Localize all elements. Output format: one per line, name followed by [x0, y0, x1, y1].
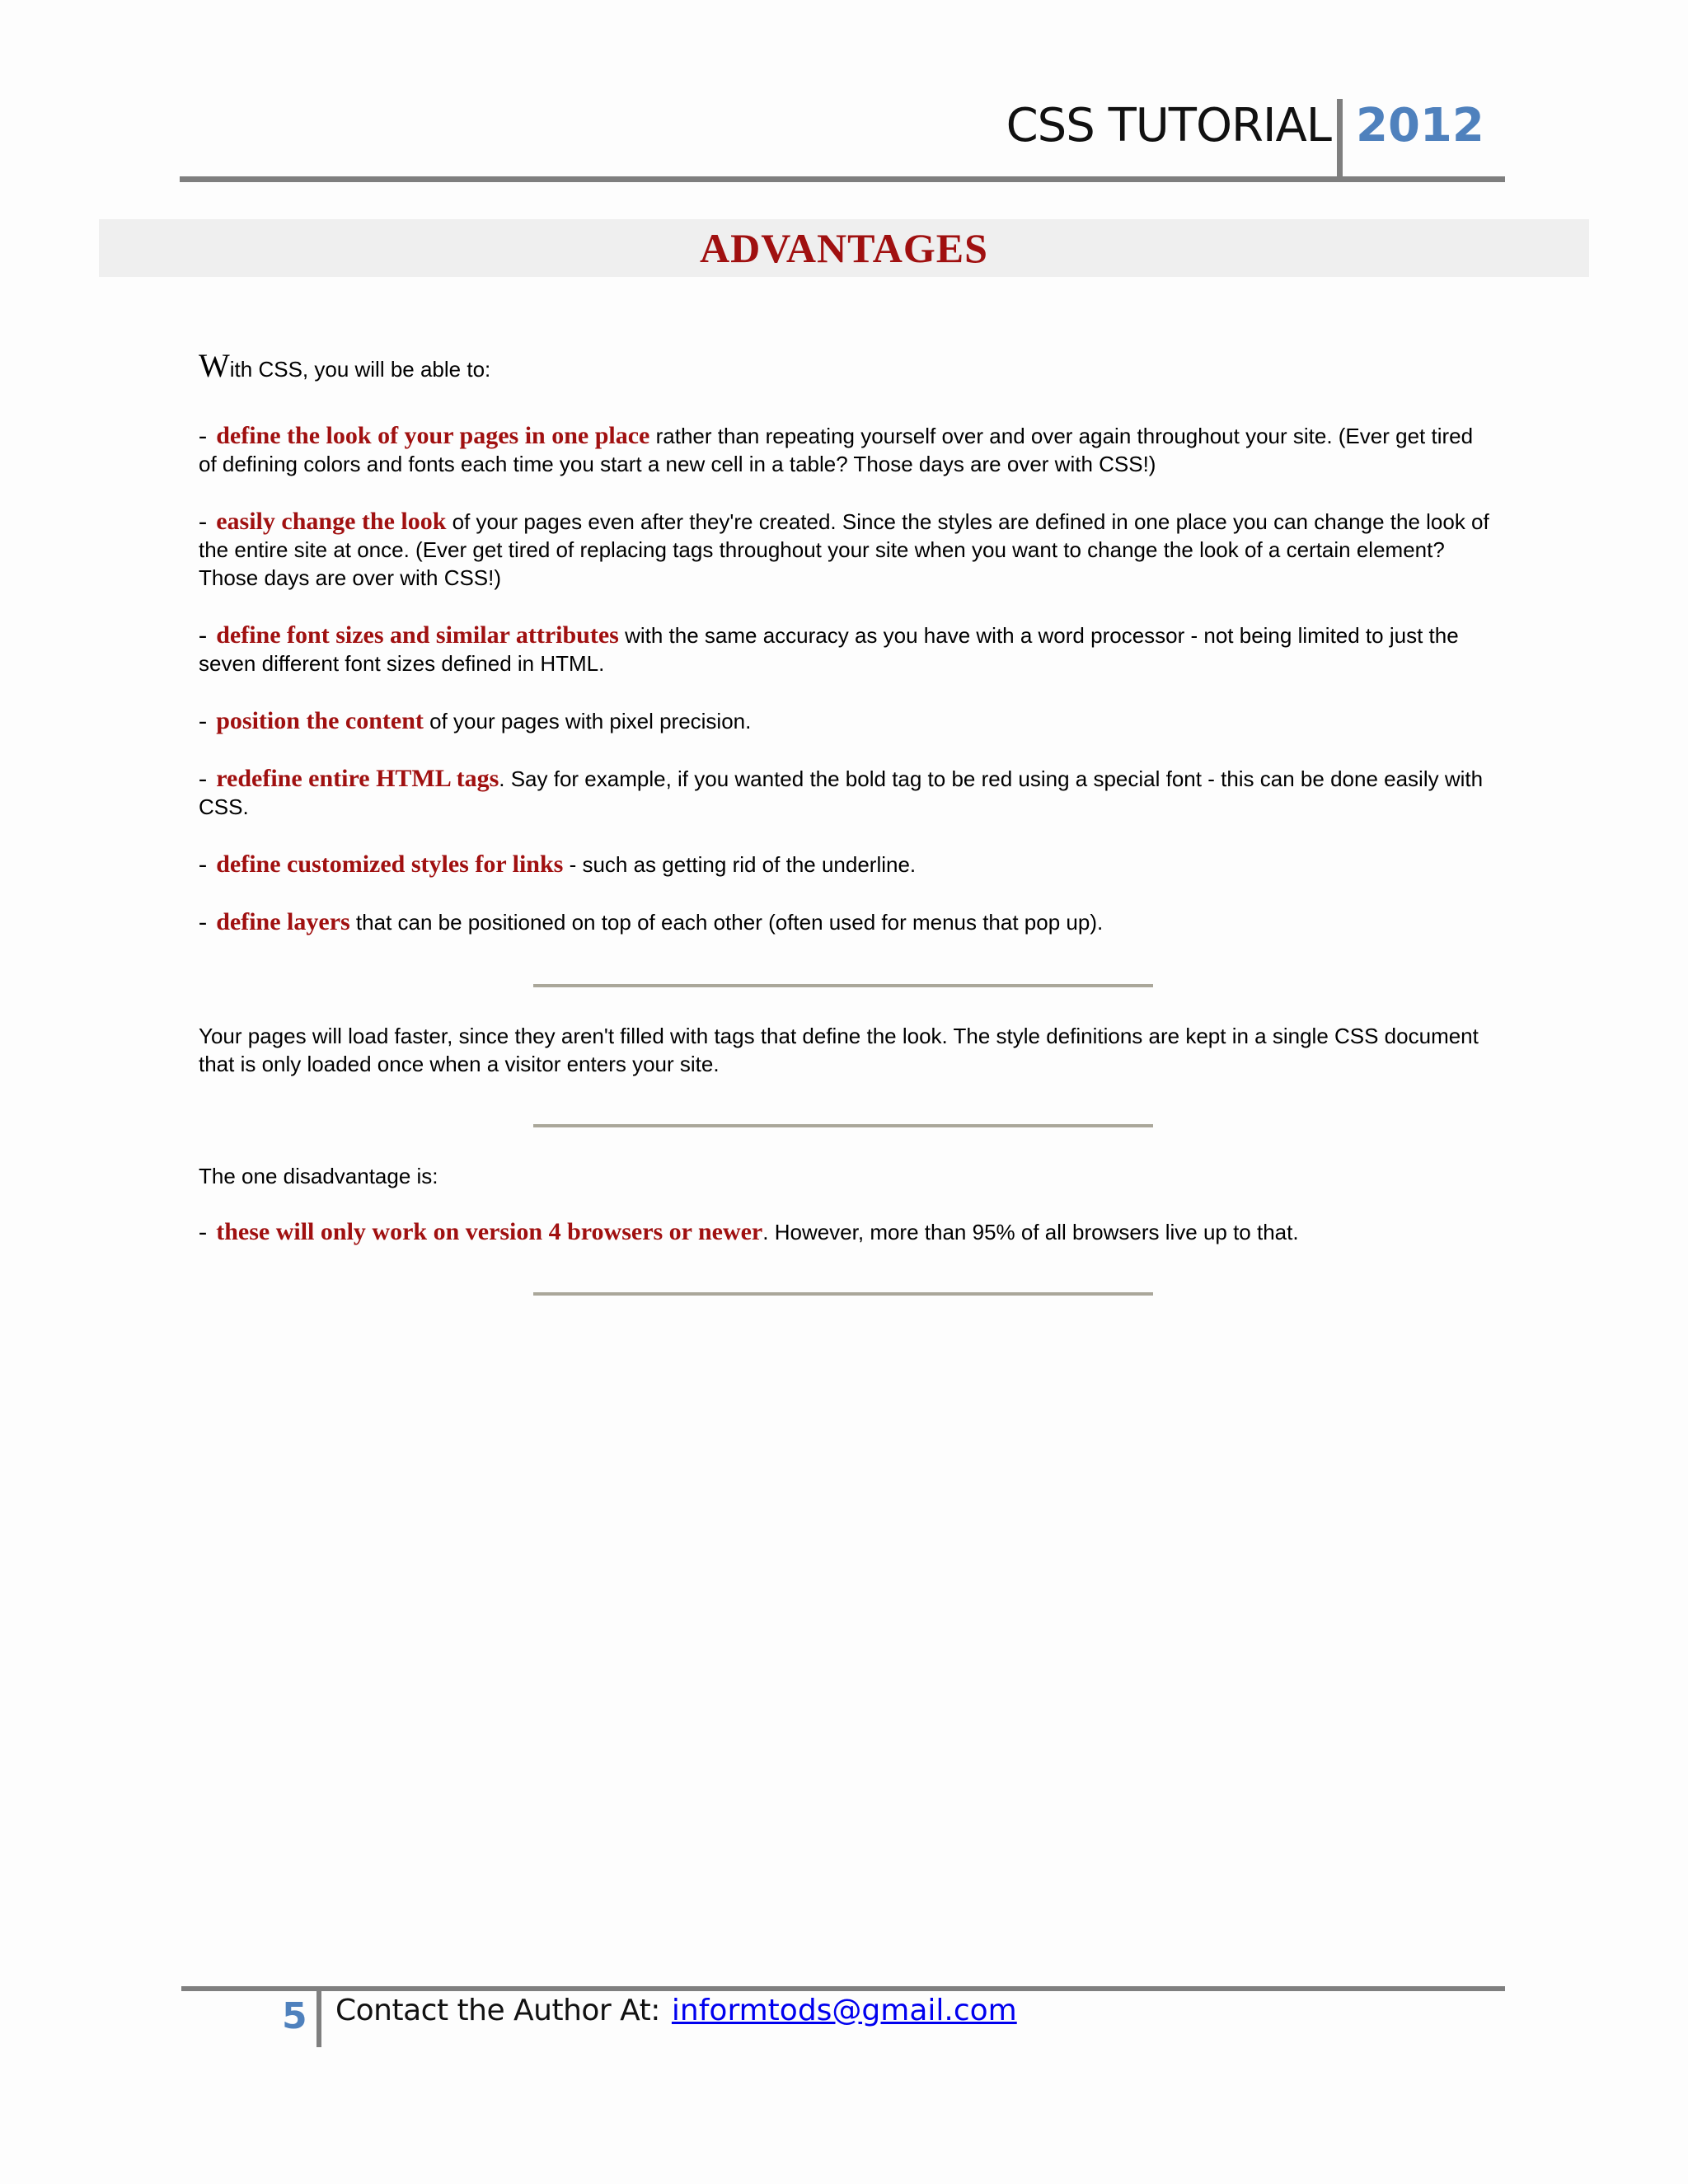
- dash-marker: -: [199, 422, 207, 449]
- header-divider: [1337, 99, 1343, 180]
- advantage-emphasis: easily change the look: [216, 508, 447, 535]
- footer-rule: [181, 1986, 1505, 1991]
- document-title: CSS TUTORIAL: [1006, 99, 1331, 152]
- advantage-emphasis: redefine entire HTML tags: [216, 765, 499, 792]
- disadvantage-intro: The one disadvantage is:: [199, 1164, 438, 1188]
- dash-marker: -: [199, 908, 207, 935]
- advantage-text: rather than repeating yourself over and over again throughout your site. (Ever get tired of defining colors and fonts each time you start a new cell in a table? Those days are over with CSS!): [199, 424, 1474, 476]
- advantage-item: [199, 765, 1493, 821]
- intro-dropcap: W: [199, 347, 230, 384]
- advantage-emphasis: define the look of your pages in one place: [216, 422, 650, 449]
- dash-marker: -: [199, 1218, 207, 1245]
- dash-marker: -: [199, 851, 207, 878]
- horizontal-separator: [533, 1292, 1153, 1296]
- header-rule: [180, 176, 1505, 182]
- load-faster-paragraph: Your pages will load faster, since they aren't filled with tags that define the look. The style definitions are kept in a single CSS document that is only loaded once when a visitor enters your site.: [199, 1024, 1479, 1076]
- advantage-text: . Say for example, if you wanted the bold tag to be red using a special font - this can be done easily with CSS.: [199, 766, 1484, 819]
- disadvantage-item: [199, 1218, 1493, 1246]
- advantage-text: that can be positioned on top of each other (often used for menus that pop up).: [349, 910, 1104, 935]
- section-heading-band: [99, 219, 1589, 277]
- dash-marker: -: [199, 765, 207, 792]
- advantage-item: [199, 851, 1493, 879]
- advantage-text: - such as getting rid of the underline.: [563, 852, 917, 877]
- advantage-item: [199, 707, 1493, 735]
- section-title: ADVANTAGES: [700, 225, 988, 271]
- page-number: 5: [282, 1995, 307, 2037]
- horizontal-separator: [533, 984, 1153, 987]
- advantage-emphasis: position the content: [216, 707, 424, 734]
- advantage-text: with the same accuracy as you have with a word processor - not being limited to just the seven different font sizes defined in HTML.: [199, 623, 1459, 676]
- advantage-item: [199, 422, 1493, 478]
- author-email-link[interactable]: informtods@gmail.com: [671, 1994, 1017, 2027]
- advantage-item: [199, 908, 1493, 936]
- disadvantage-text: . However, more than 95% of all browsers live up to that.: [762, 1220, 1299, 1244]
- horizontal-separator: [533, 1124, 1153, 1127]
- advantage-item: [199, 508, 1493, 592]
- intro-line: [199, 344, 1493, 387]
- dash-marker: -: [199, 508, 207, 535]
- advantage-emphasis: define layers: [216, 908, 350, 935]
- footer-contact: [335, 1996, 1017, 2026]
- advantage-emphasis: define font sizes and similar attributes: [216, 621, 619, 649]
- advantage-text: of your pages with pixel precision.: [423, 709, 752, 733]
- main-content: [199, 344, 1493, 1296]
- advantage-item: [199, 621, 1493, 677]
- advantage-emphasis: define customized styles for links: [216, 851, 564, 878]
- footer-divider: [316, 1990, 321, 2047]
- advantage-text: of your pages even after they're created. Since the styles are defined in one place you can change the look of the entire site at once. (Ever get tired of replacing tags throughout your site when you want to change the look of a certain element? Those days are over with CSS!): [199, 509, 1489, 590]
- dash-marker: -: [199, 707, 207, 734]
- intro-text: ith CSS, you will be able to:: [229, 357, 491, 382]
- disadvantage-emphasis: these will only work on version 4 browsers or newer: [216, 1218, 763, 1245]
- document-year: 2012: [1356, 99, 1484, 152]
- dash-marker: -: [199, 621, 207, 649]
- contact-label: Contact the Author At:: [335, 1994, 660, 2027]
